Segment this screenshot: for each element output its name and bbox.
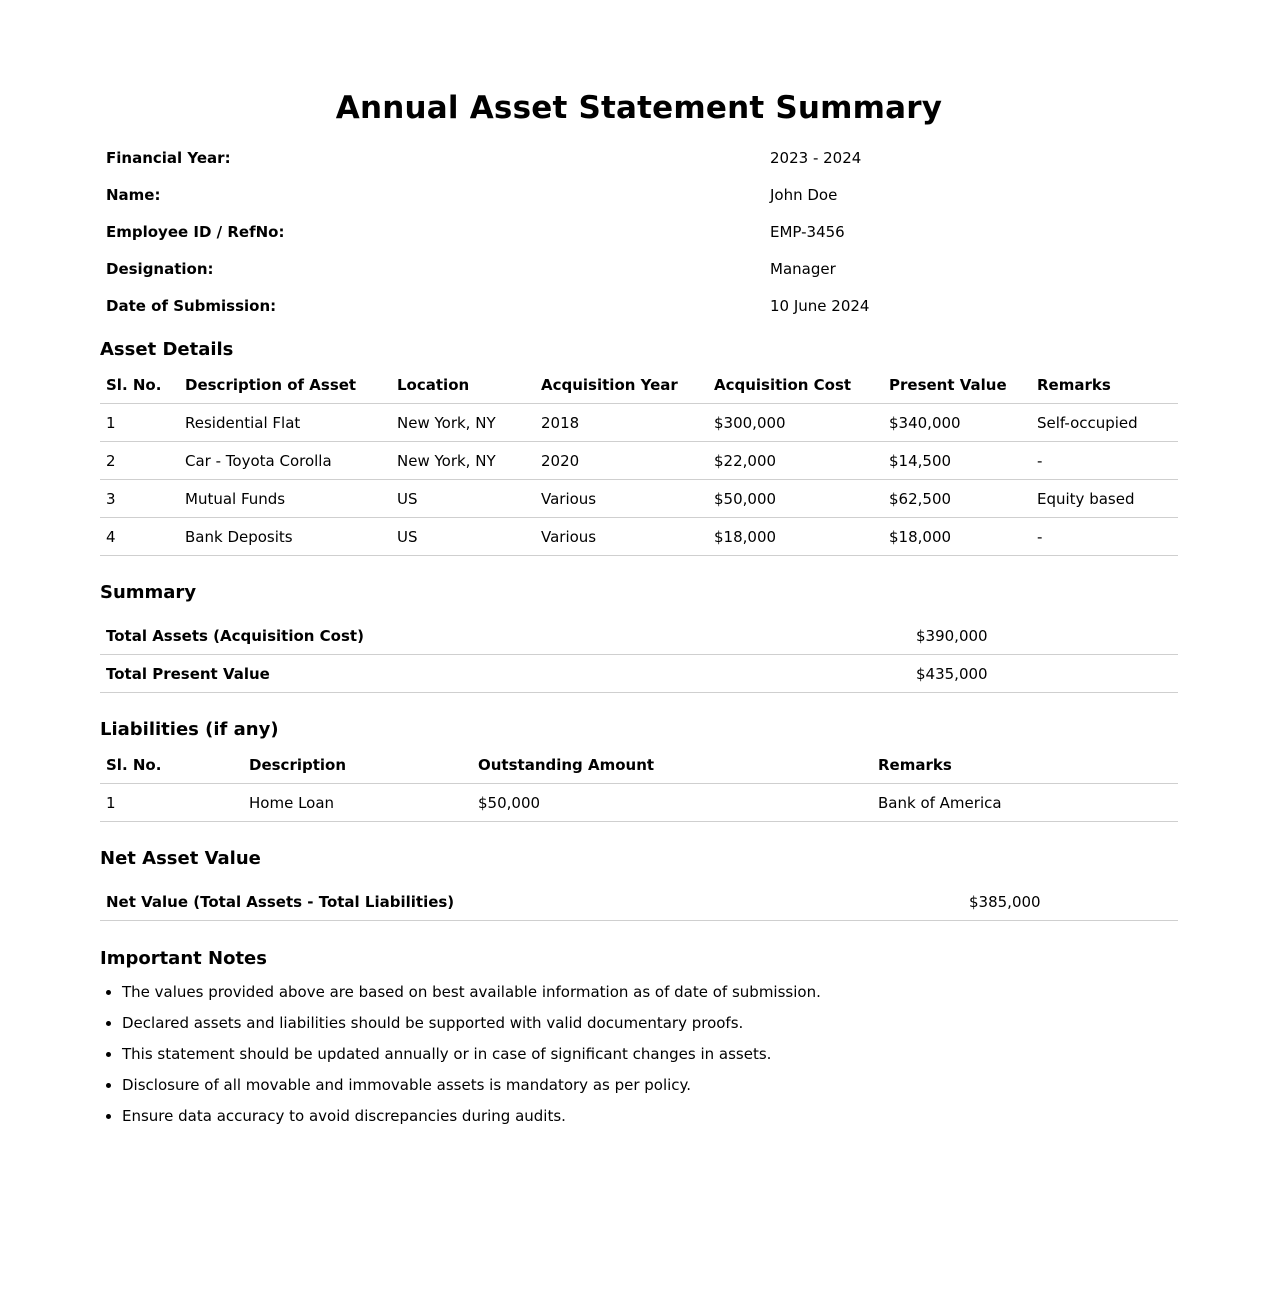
list-item: • Declared assets and liabilities should be supported with valid documentary proofs. — [122, 1014, 1178, 1045]
column-header: Description of Asset — [179, 367, 391, 404]
net-value-label: Net Value (Total Assets - Total Liabilities) — [100, 883, 963, 921]
info-value: 10 June 2024 — [770, 296, 870, 315]
table-cell: Bank Deposits — [179, 518, 391, 556]
info-label: Designation: — [106, 259, 214, 278]
info-label: Employee ID / RefNo: — [106, 222, 285, 241]
column-header: Acquisition Year — [535, 367, 708, 404]
list-item: • Ensure data accuracy to avoid discrepancies during audits. — [122, 1107, 1178, 1138]
table-cell: 2 — [100, 442, 179, 480]
table-cell: Residential Flat — [179, 404, 391, 442]
table-cell: $22,000 — [708, 442, 883, 480]
table-cell: Bank of America — [872, 784, 1178, 822]
column-header: Sl. No. — [100, 747, 243, 784]
table-cell: 4 — [100, 518, 179, 556]
liabilities-table — [100, 747, 1178, 822]
info-label: Date of Submission: — [106, 296, 277, 315]
table-cell: 2018 — [535, 404, 708, 442]
table-row — [100, 655, 1178, 693]
statement-document — [100, 86, 1178, 1138]
table-cell: US — [391, 518, 535, 556]
list-item: • The values provided above are based on best available information as of date of submission. — [122, 983, 1178, 1014]
table-cell: $300,000 — [708, 404, 883, 442]
liabilities-heading: Liabilities (if any) — [100, 719, 279, 740]
list-item: • Disclosure of all movable and immovable assets is mandatory as per policy. — [122, 1076, 1178, 1107]
info-label: Name: — [106, 185, 161, 204]
table-row — [100, 480, 1178, 518]
table-cell: $50,000 — [472, 784, 872, 822]
column-header: Remarks — [872, 747, 1178, 784]
table-row — [100, 617, 1178, 655]
table-header-row — [100, 367, 1178, 404]
table-cell: $62,500 — [883, 480, 1031, 518]
table-cell: 2020 — [535, 442, 708, 480]
table-row — [100, 404, 1178, 442]
column-header: Sl. No. — [100, 367, 179, 404]
table-cell: $340,000 — [883, 404, 1031, 442]
info-label: Financial Year: — [106, 148, 231, 167]
table-row — [100, 784, 1178, 822]
table-cell: 1 — [100, 784, 243, 822]
list-item: • This statement should be updated annually or in case of significant changes in assets. — [122, 1045, 1178, 1076]
table-cell: New York, NY — [391, 442, 535, 480]
info-value: 2023 - 2024 — [770, 148, 862, 167]
table-cell: Equity based — [1031, 480, 1178, 518]
info-row — [100, 213, 1178, 250]
table-row — [100, 518, 1178, 556]
summary-label: Total Present Value — [100, 655, 910, 693]
table-cell: 1 — [100, 404, 179, 442]
table-cell: US — [391, 480, 535, 518]
column-header: Remarks — [1031, 367, 1178, 404]
table-cell: Car - Toyota Corolla — [179, 442, 391, 480]
asset-details-heading: Asset Details — [100, 339, 234, 360]
page-title: Annual Asset Statement Summary — [335, 90, 943, 126]
table-cell: - — [1031, 442, 1178, 480]
table-cell: New York, NY — [391, 404, 535, 442]
table-cell: $14,500 — [883, 442, 1031, 480]
column-header: Outstanding Amount — [472, 747, 872, 784]
asset-details-table — [100, 367, 1178, 556]
column-header: Description — [243, 747, 472, 784]
net-value-amount: $385,000 — [963, 883, 1178, 921]
table-cell: 3 — [100, 480, 179, 518]
summary-label: Total Assets (Acquisition Cost) — [100, 617, 910, 655]
table-cell: Various — [535, 518, 708, 556]
column-header: Location — [391, 367, 535, 404]
info-row — [100, 176, 1178, 213]
table-row — [100, 442, 1178, 480]
table-cell: Self-occupied — [1031, 404, 1178, 442]
info-row — [100, 139, 1178, 176]
notes-list — [100, 983, 1178, 1138]
table-cell: $18,000 — [883, 518, 1031, 556]
summary-heading: Summary — [100, 582, 197, 603]
column-header: Acquisition Cost — [708, 367, 883, 404]
summary-value: $390,000 — [910, 617, 1178, 655]
table-cell: Mutual Funds — [179, 480, 391, 518]
table-cell: $18,000 — [708, 518, 883, 556]
column-header: Present Value — [883, 367, 1031, 404]
summary-value: $435,000 — [910, 655, 1178, 693]
table-row — [100, 883, 1178, 921]
net-asset-value-heading: Net Asset Value — [100, 848, 261, 869]
table-header-row — [100, 747, 1178, 784]
table-cell: $50,000 — [708, 480, 883, 518]
info-value: John Doe — [770, 185, 838, 204]
table-cell: Various — [535, 480, 708, 518]
info-value: Manager — [770, 259, 836, 278]
info-row — [100, 287, 1178, 324]
info-value: EMP-3456 — [770, 222, 845, 241]
table-cell: Home Loan — [243, 784, 472, 822]
info-row — [100, 250, 1178, 287]
important-notes-heading: Important Notes — [100, 948, 267, 969]
net-asset-value-table — [100, 883, 1178, 921]
employee-info-table — [100, 139, 1178, 324]
table-cell: - — [1031, 518, 1178, 556]
summary-table — [100, 617, 1178, 693]
